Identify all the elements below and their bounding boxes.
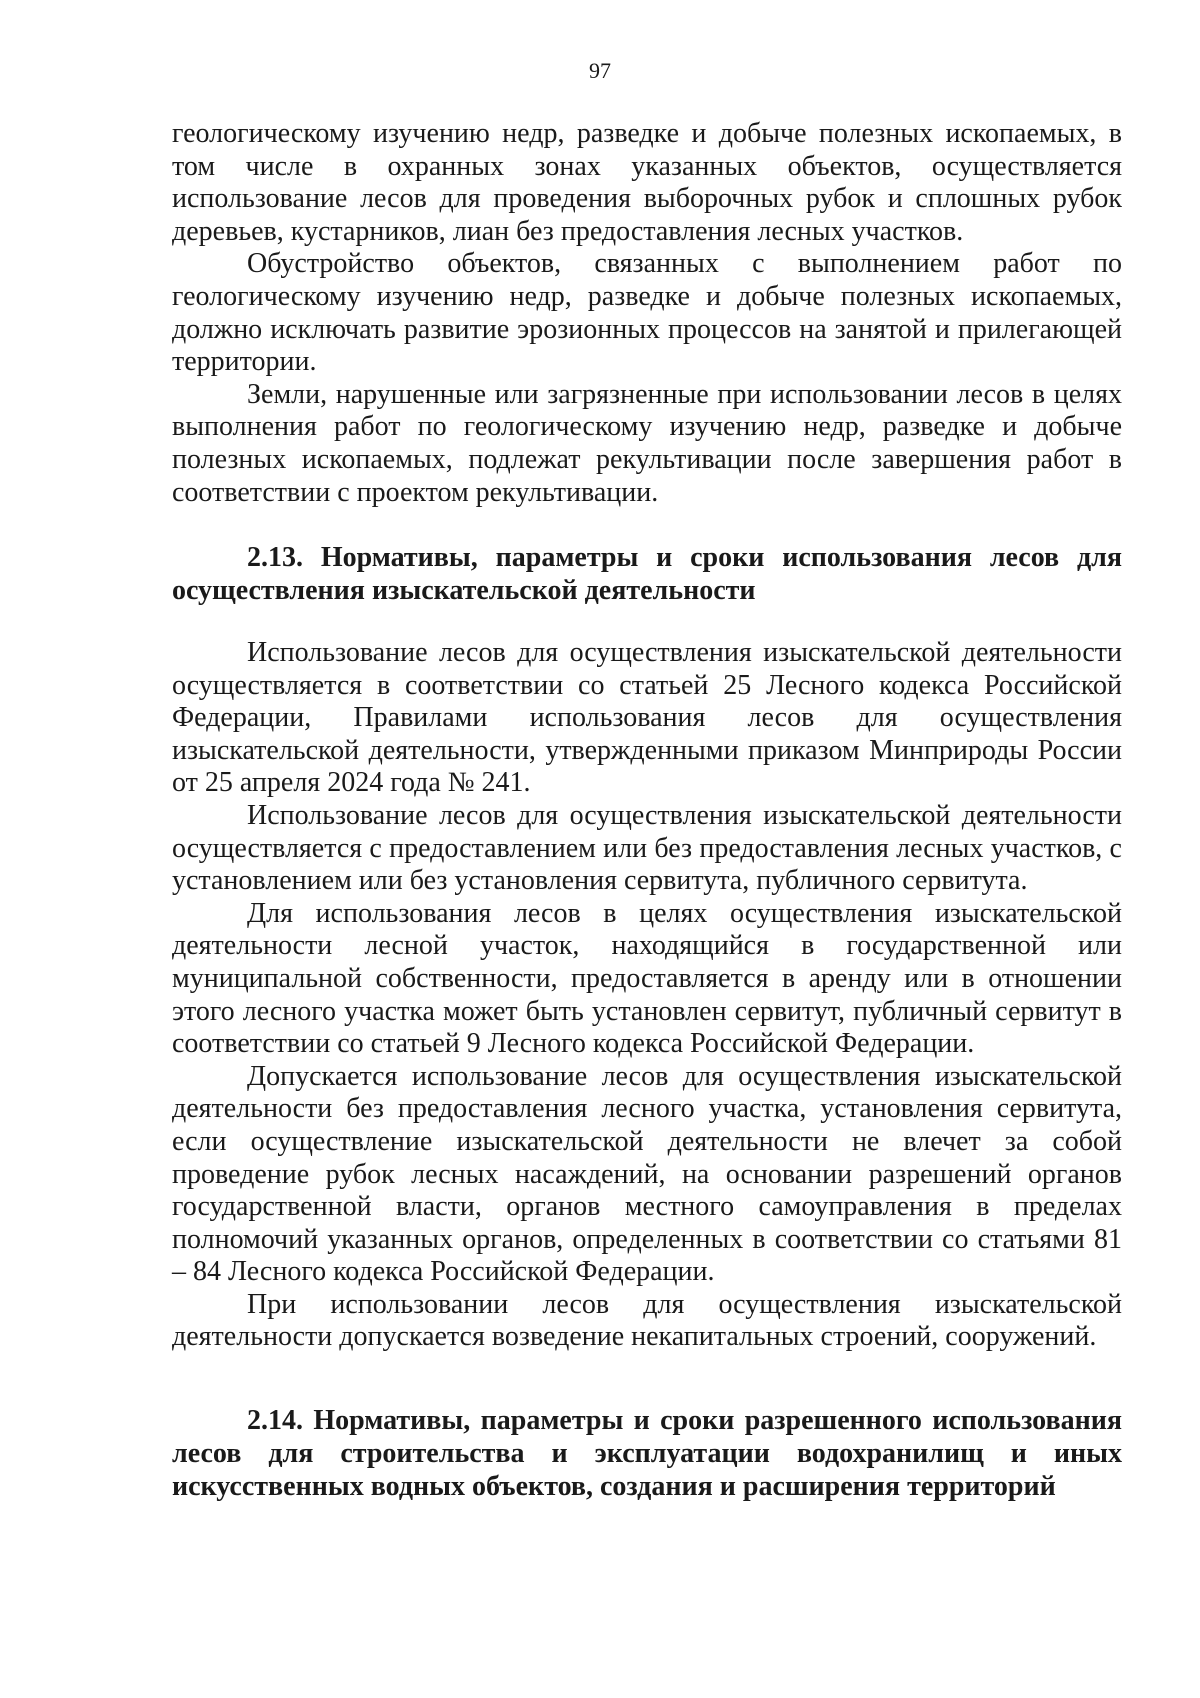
paragraph: При использовании лесов для осуществления изыскательской деятельности допускается возведение некапитальных строений, сооружений. xyxy=(172,1288,1122,1353)
intro-text-block xyxy=(172,118,1122,509)
paragraph: Использование лесов для осуществления изыскательской деятельности осуществляется с предоставлением или без предоставления лесных участков, с установлением или без установления сервитута, публичного сервитута. xyxy=(172,799,1122,897)
section-2-13-body xyxy=(172,637,1122,1354)
section-heading-2-13: 2.13. Нормативы, параметры и сроки использования лесов для осуществления изыскательской деятельности xyxy=(172,542,1122,606)
paragraph: Для использования лесов в целях осуществления изыскательской деятельности лесной участок, находящийся в государственной или муниципальной собственности, предоставляется в аренду или в отношении этого лесного участка может быть установлен сервитут, публичный сервитут в соответствии со статьей 9 Лесного кодекса Российской Федерации. xyxy=(172,897,1122,1060)
page-number: 97 xyxy=(589,58,611,83)
paragraph: Обустройство объектов, связанных с выполнением работ по геологическому изучению недр, разведке и добыче полезных ископаемых, должно исключать развитие эрозионных процессов на занятой и прилегающей территории. xyxy=(172,248,1122,378)
paragraph: геологическому изучению недр, разведке и добыче полезных ископаемых, в том числе в охранных зонах указанных объектов, осуществляется использование лесов для проведения выборочных рубок и сплошных рубок деревьев, кустарников, лиан без предоставления лесных участков. xyxy=(172,118,1122,247)
paragraph: Земли, нарушенные или загрязненные при использовании лесов в целях выполнения работ по геологическому изучению недр, разведке и добыче полезных ископаемых, подлежат рекультивации после завершения работ в соответствии с проектом рекультивации. xyxy=(172,378,1122,508)
paragraph: Использование лесов для осуществления изыскательской деятельности осуществляется в соответствии со статьей 25 Лесного кодекса Российской Федерации, Правилами использования лесов для осуществления изыскательской деятельности, утвержденными приказом Минприроды России от 25 апреля 2024 года № 241. xyxy=(172,637,1122,799)
section-heading-2-14: 2.14. Нормативы, параметры и сроки разрешенного использования лесов для строительства и эксплуатации водохранилищ и иных искусственных водных объектов, создания и расширения территорий xyxy=(172,1405,1122,1502)
paragraph: Допускается использование лесов для осуществления изыскательской деятельности без предоставления лесного участка, установления сервитута, если осуществление изыскательской деятельности не влечет за собой проведение рубок лесных насаждений, на основании разрешений органов государственной власти, органов местного самоуправления в пределах полномочий указанных органов, определенных в соответствии со статьями 81 – 84 Лесного кодекса Российской Федерации. xyxy=(172,1060,1122,1288)
